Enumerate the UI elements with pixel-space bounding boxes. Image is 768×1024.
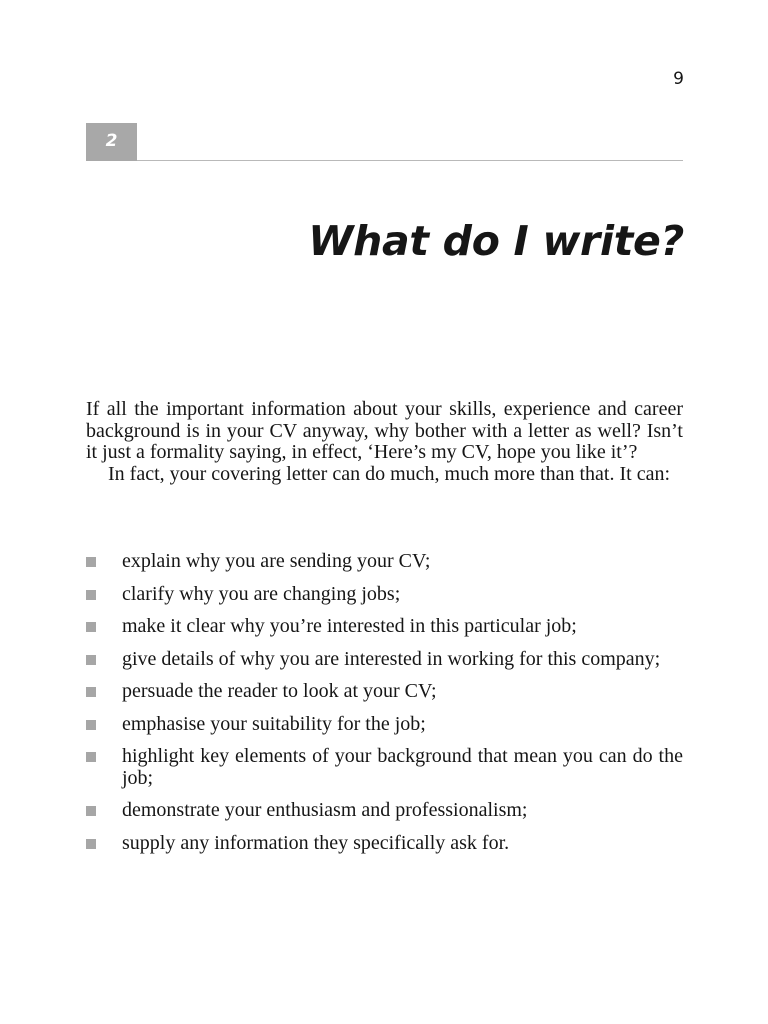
list-item (86, 800, 683, 822)
square-bullet-icon (86, 557, 96, 567)
list-item (86, 616, 683, 638)
square-bullet-icon (86, 806, 96, 816)
square-bullet-icon (86, 622, 96, 632)
chapter-number: 2 (105, 131, 118, 151)
body-paragraph-1: If all the important information about your skills, experience and career background is in your CV anyway, why bother with a letter as well? Isn’t it just a formality saying, in effect, ‘Here’s my CV, hope you like it’? (86, 398, 683, 463)
square-bullet-icon (86, 839, 96, 849)
list-item (86, 584, 683, 606)
covering-letter-benefits-list (86, 551, 683, 865)
square-bullet-icon (86, 720, 96, 730)
list-item-text: highlight key elements of your background that mean you can do the job; (122, 745, 683, 789)
list-item (86, 714, 683, 736)
square-bullet-icon (86, 687, 96, 697)
list-item-text: give details of why you are interested in working for this company; (122, 647, 661, 670)
body-text (86, 399, 683, 485)
square-bullet-icon (86, 752, 96, 762)
list-item (86, 833, 683, 855)
list-item-text: clarify why you are changing jobs; (122, 582, 401, 605)
chapter-rule (137, 160, 683, 161)
list-item (86, 551, 683, 573)
list-item (86, 681, 683, 703)
page-number: 9 (673, 69, 684, 89)
body-paragraph-2: In fact, your covering letter can do much, much more than that. It can: (108, 462, 671, 485)
list-item-text: emphasise your suitability for the job; (122, 712, 426, 735)
list-item-text: explain why you are sending your CV; (122, 550, 431, 572)
square-bullet-icon (86, 655, 96, 665)
list-item (86, 746, 683, 789)
chapter-title: What do I write? (308, 217, 684, 265)
list-item-text: demonstrate your enthusiasm and professionalism; (122, 799, 528, 821)
chapter-number-box (86, 123, 137, 161)
square-bullet-icon (86, 590, 96, 600)
list-item (86, 649, 683, 671)
list-item-text: make it clear why you’re interested in this particular job; (122, 615, 577, 637)
list-item-text: supply any information they specifically ask for. (122, 831, 510, 854)
list-item-text: persuade the reader to look at your CV; (122, 680, 437, 702)
